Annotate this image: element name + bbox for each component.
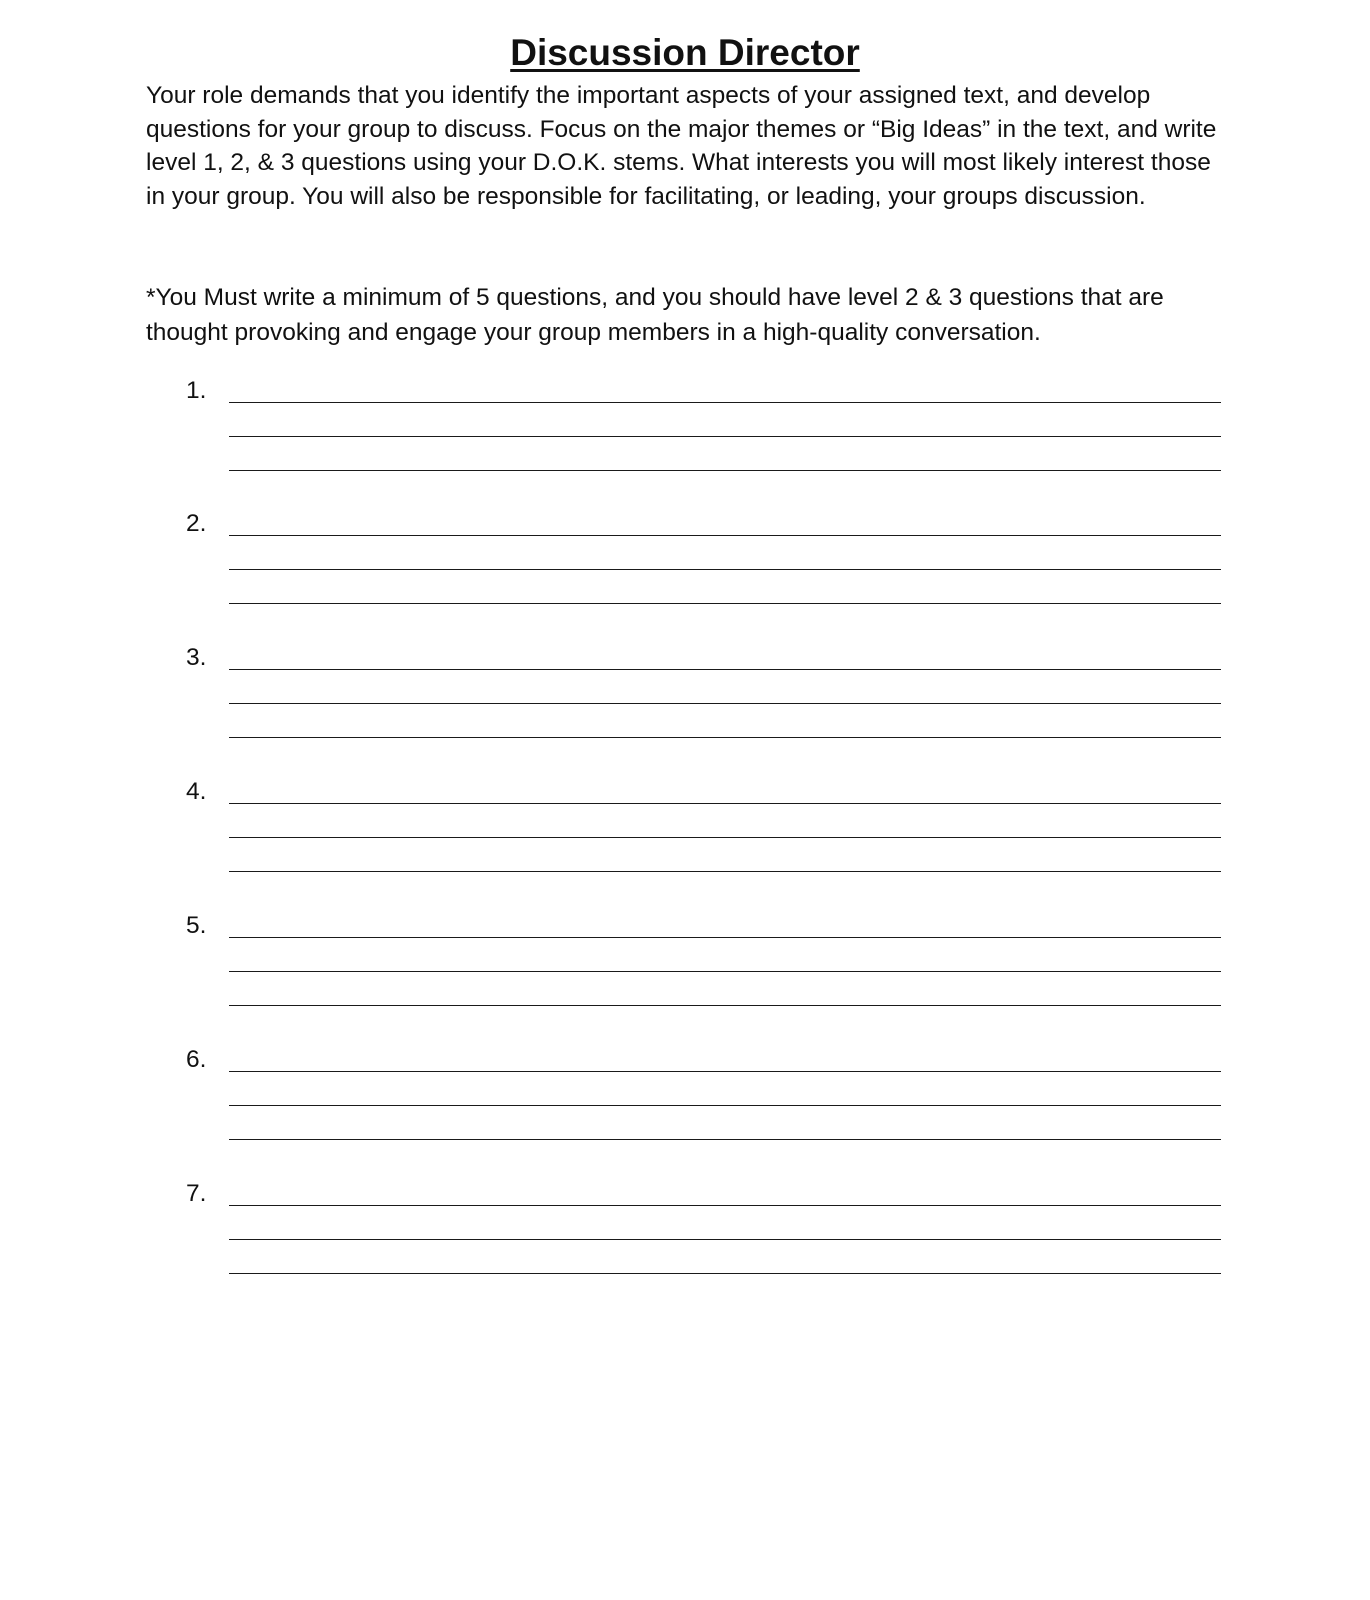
question-number: 7. — [186, 1180, 207, 1207]
answer-line[interactable] — [229, 937, 1221, 938]
question-number: 4. — [186, 778, 207, 805]
requirement-note: *You Must write a minimum of 5 questions, and you should have level 2 & 3 questions that are thought provoking and engage your group members in a high-quality conversation. — [146, 284, 1164, 346]
answer-line[interactable] — [229, 569, 1221, 570]
answer-line[interactable] — [229, 1205, 1221, 1206]
answer-line[interactable] — [229, 669, 1221, 670]
answer-line[interactable] — [229, 1105, 1221, 1106]
answer-line[interactable] — [229, 470, 1221, 471]
question-number: 3. — [186, 644, 207, 671]
answer-line[interactable] — [229, 535, 1221, 536]
answer-line[interactable] — [229, 871, 1221, 872]
answer-line[interactable] — [229, 703, 1221, 704]
question-number: 6. — [186, 1046, 207, 1073]
answer-line[interactable] — [229, 1139, 1221, 1140]
answer-line[interactable] — [229, 1273, 1221, 1274]
answer-line[interactable] — [229, 402, 1221, 403]
answer-line[interactable] — [229, 436, 1221, 437]
page-title-text: Discussion Director — [510, 32, 860, 73]
answer-line[interactable] — [229, 1071, 1221, 1072]
question-item-1 — [0, 376, 1370, 486]
question-item-2 — [0, 509, 1370, 619]
answer-line[interactable] — [229, 737, 1221, 738]
question-number: 5. — [186, 912, 207, 939]
question-item-6 — [0, 1045, 1370, 1155]
answer-line[interactable] — [229, 971, 1221, 972]
question-item-3 — [0, 643, 1370, 753]
question-item-5 — [0, 911, 1370, 1021]
question-item-4 — [0, 777, 1370, 887]
intro-paragraph: Your role demands that you identify the important aspects of your assigned text, and develop questions for your group to discuss. Focus on the major themes or “Big Ideas” in the text, and write level 1, 2, & 3 questions using your D.O.K. stems. What interests you will most likely interest those in your group. You will also be responsible for facilitating, or leading, your groups discussion. — [146, 82, 1217, 210]
answer-line[interactable] — [229, 1005, 1221, 1006]
question-number: 2. — [186, 510, 207, 537]
question-number: 1. — [186, 377, 207, 404]
answer-line[interactable] — [229, 1239, 1221, 1240]
question-item-7 — [0, 1179, 1370, 1289]
answer-line[interactable] — [229, 837, 1221, 838]
answer-line[interactable] — [229, 603, 1221, 604]
answer-line[interactable] — [229, 803, 1221, 804]
